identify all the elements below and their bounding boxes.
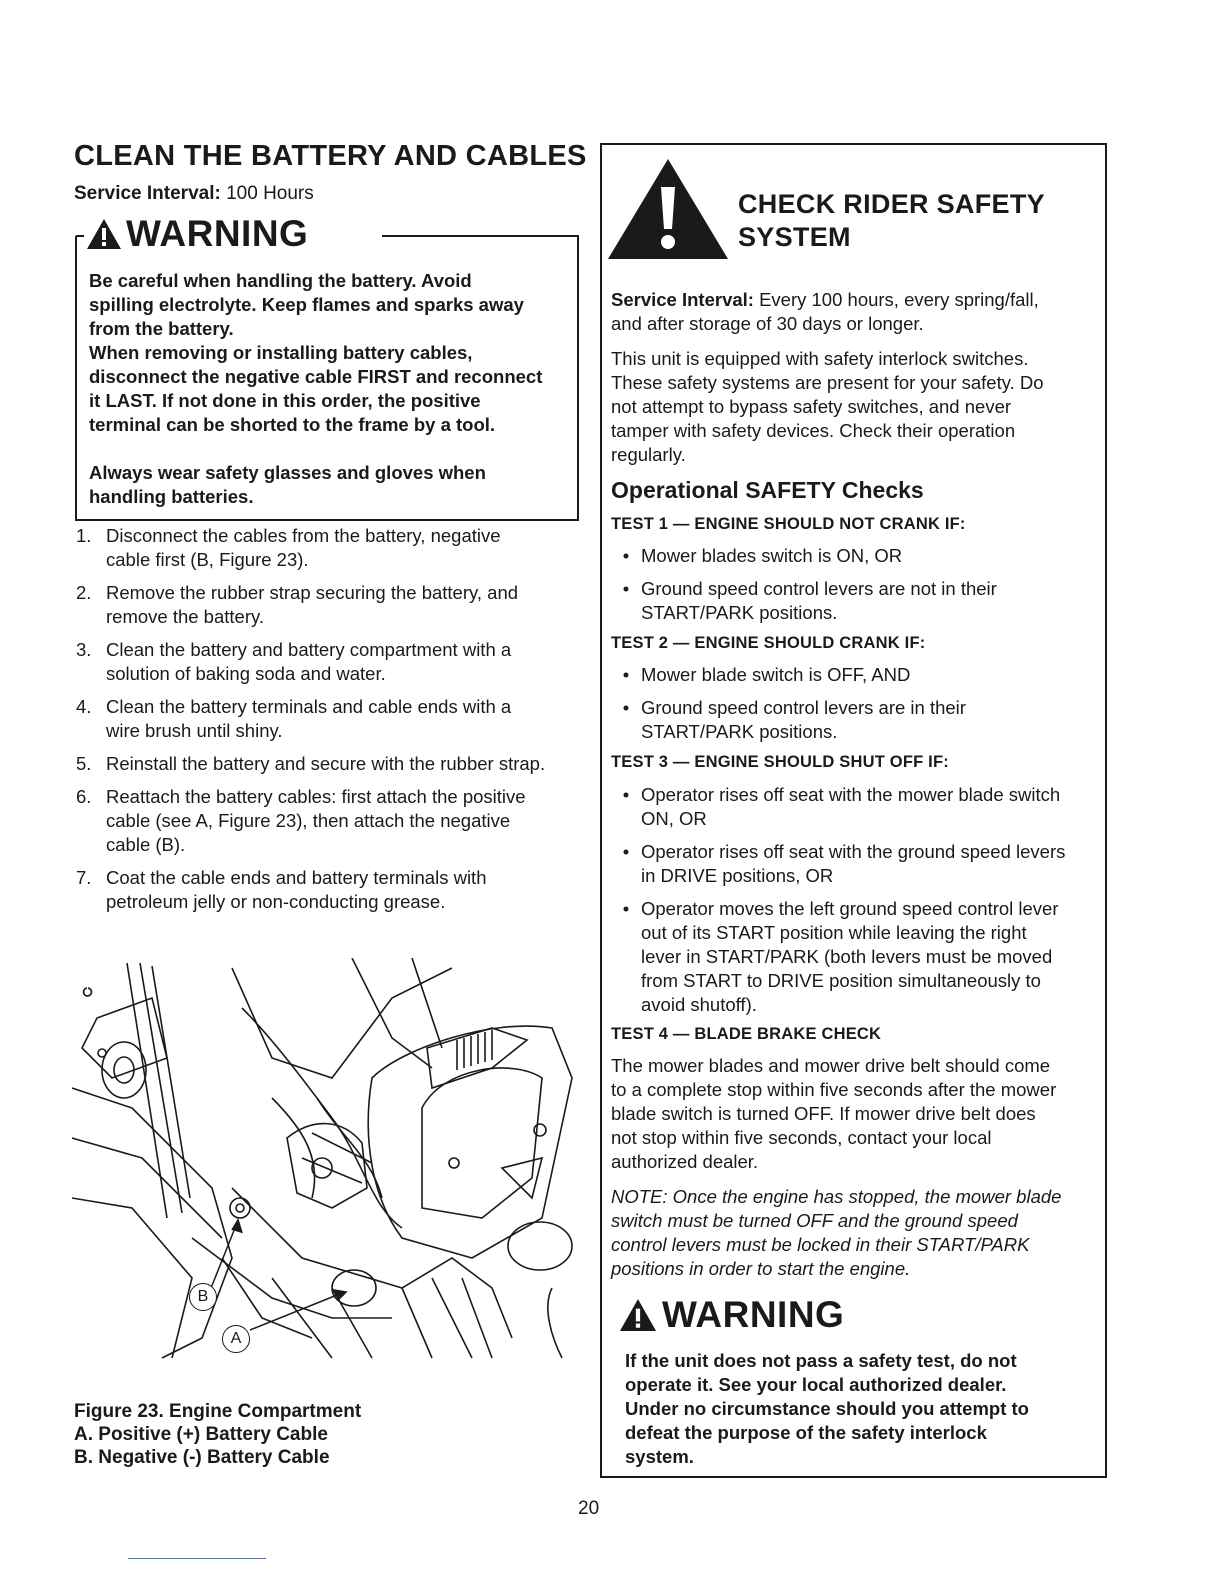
list-item: • Operator moves the left ground speed control lever out of its START position while leaving the right lever in START/PARK (both levers must be moved from START to DRIVE position simultaneously to avoid shutoff). bbox=[622, 898, 1059, 1015]
warning-heading bbox=[84, 213, 314, 255]
service-interval bbox=[74, 183, 314, 205]
warning-line: disconnect the negative cable FIRST and reconnect bbox=[89, 366, 543, 387]
warning-label: WARNING bbox=[662, 1294, 845, 1335]
warning-line: handling batteries. bbox=[89, 486, 254, 507]
right-service-interval: Service Interval: Every 100 hours, every spring/fall, and after storage of 30 days or longer. bbox=[611, 289, 1039, 334]
footer-rule bbox=[128, 1558, 266, 1559]
note-paragraph: NOTE: Once the engine has stopped, the mower blade switch must be turned OFF and the ground speed control levers must be locked in their START/PARK positions in order to start the engine. bbox=[611, 1186, 1062, 1279]
callout-a: A bbox=[222, 1325, 250, 1353]
engine-compartment-figure bbox=[72, 958, 576, 1368]
list-item: • Ground speed control levers are not in their START/PARK positions. bbox=[622, 578, 997, 623]
caption-line: A. Positive (+) Battery Cable bbox=[74, 1424, 328, 1445]
warning-line: it LAST. If not done in this order, the positive bbox=[89, 390, 481, 411]
callout-b: B bbox=[189, 1283, 217, 1311]
warning-line: terminal can be shorted to the frame by a tool. bbox=[89, 414, 496, 435]
warning-text bbox=[89, 269, 579, 509]
warning-label: WARNING bbox=[126, 213, 309, 254]
service-interval-label: Service Interval: bbox=[611, 289, 754, 310]
list-item: 5. Reinstall the battery and secure with the rubber strap. bbox=[76, 753, 546, 774]
section-title: CLEAN THE BATTERY AND CABLES bbox=[74, 140, 587, 172]
warning-line: spilling electrolyte. Keep flames and sparks away bbox=[89, 294, 524, 315]
warning-triangle-icon bbox=[86, 218, 122, 250]
warning-triangle-icon bbox=[606, 157, 730, 261]
list-item: • Ground speed control levers are in their START/PARK positions. bbox=[622, 697, 966, 742]
service-interval-label: Service Interval: bbox=[74, 183, 221, 204]
steps-list bbox=[76, 524, 586, 923]
warning-line: When removing or installing battery cables, bbox=[89, 342, 473, 363]
caption-line: Figure 23. Engine Compartment bbox=[74, 1401, 362, 1422]
operational-heading: Operational SAFETY Checks bbox=[611, 477, 924, 503]
warning-line: from the battery. bbox=[89, 318, 234, 339]
list-item: 2. Remove the rubber strap securing the battery, and remove the battery. bbox=[76, 582, 519, 627]
warning-triangle-icon bbox=[618, 1298, 658, 1332]
safety-system-title: CHECK RIDER SAFETY SYSTEM bbox=[738, 189, 1045, 252]
list-item: 6. Reattach the battery cables: first attach the positive cable (see A, Figure 23), then attach the negative cable (B). bbox=[76, 786, 526, 855]
test-heading: TEST 3 — ENGINE SHOULD SHUT OFF IF: bbox=[611, 753, 949, 771]
caption-line: B. Negative (-) Battery Cable bbox=[74, 1447, 330, 1468]
intro-paragraph: This unit is equipped with safety interlock switches. These safety systems are present for your safety. Do not attempt to bypass safety switches, and never tamper with safety devices. Check their operation regularly. bbox=[611, 348, 1044, 465]
test-heading: TEST 4 — BLADE BRAKE CHECK bbox=[611, 1025, 882, 1043]
list-item: • Operator rises off seat with the mower blade switch ON, OR bbox=[622, 784, 1061, 829]
list-item: 1. Disconnect the cables from the battery, negative cable first (B, Figure 23). bbox=[76, 525, 501, 570]
warning-line: Always wear safety glasses and gloves when bbox=[89, 462, 486, 483]
list-item: • Operator rises off seat with the ground speed levers in DRIVE positions, OR bbox=[622, 841, 1066, 886]
page-number: 20 bbox=[578, 1498, 600, 1519]
service-interval-value: 100 Hours bbox=[226, 183, 314, 204]
test-heading: TEST 1 — ENGINE SHOULD NOT CRANK IF: bbox=[611, 515, 966, 533]
list-item: • Mower blades switch is ON, OR bbox=[622, 545, 903, 566]
list-item: 4. Clean the battery terminals and cable ends with a wire brush until shiny. bbox=[76, 696, 512, 741]
warning-line: Be careful when handling the battery. Avoid bbox=[89, 270, 472, 291]
warning-text: If the unit does not pass a safety test, do not operate it. See your local authorized dealer. Under no circumstance should you attempt to defeat the purpose of the safety interlock system. bbox=[625, 1350, 1029, 1467]
list-item: • Mower blade switch is OFF, AND bbox=[622, 664, 911, 685]
brake-check-paragraph: The mower blades and mower drive belt should come to a complete stop within five seconds after the mower blade switch is turned OFF. If mower drive belt does not stop within five seconds, contact your local authorized dealer. bbox=[611, 1055, 1057, 1172]
test-heading: TEST 2 — ENGINE SHOULD CRANK IF: bbox=[611, 634, 926, 652]
list-item: 7. Coat the cable ends and battery terminals with petroleum jelly or non-conducting grease. bbox=[76, 867, 487, 912]
warning-heading bbox=[618, 1294, 844, 1336]
list-item: 3. Clean the battery and battery compartment with a solution of baking soda and water. bbox=[76, 639, 512, 684]
figure-caption bbox=[74, 1400, 361, 1469]
